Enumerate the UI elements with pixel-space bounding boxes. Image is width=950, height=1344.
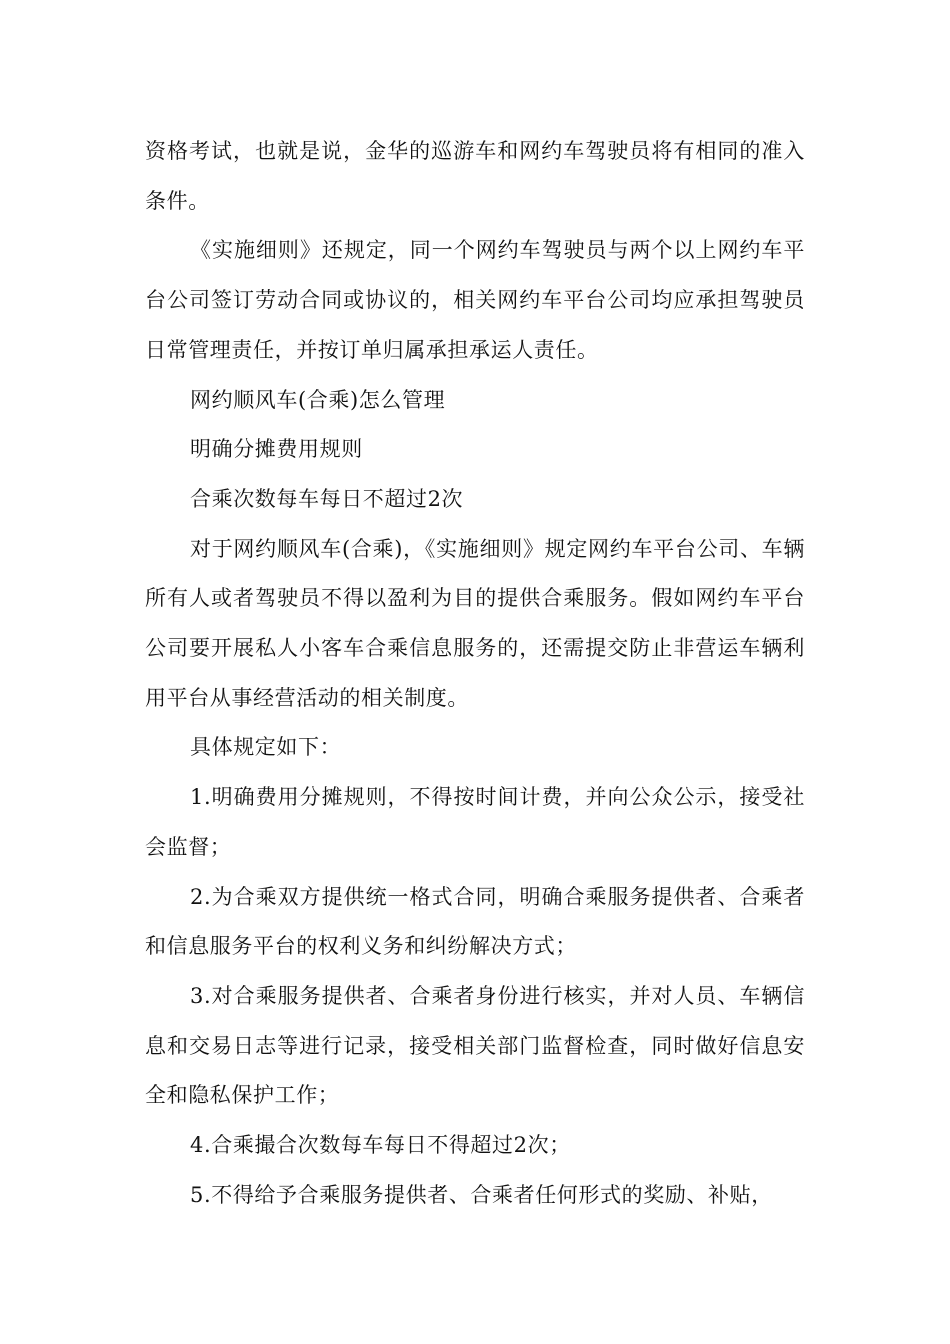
document-page — [145, 127, 805, 1220]
paragraph-rules-intro: 具体规定如下： — [190, 735, 342, 760]
list-item-2: 2.为合乘双方提供统一格式合同，明确合乘服务提供者、合乘者和信息服务平台的权利义务和纠纷解决方式； — [145, 884, 805, 959]
list-item-5: 5.不得给予合乘服务提供者、合乘者任何形式的奖励、补贴， — [190, 1182, 773, 1207]
subheading-cost-sharing: 明确分摊费用规则 — [190, 437, 363, 462]
list-item-3: 3.对合乘服务提供者、合乘者身份进行核实，并对人员、车辆信息和交易日志等进行记录，接受相关部门监督检查，同时做好信息安全和隐私保护工作； — [145, 983, 805, 1108]
list-item-1: 1.明确费用分摊规则，不得按时间计费，并向公众公示，接受社会监督； — [145, 785, 805, 859]
paragraph-dual-platform-rule: 《实施细则》还规定，同一个网约车驾驶员与两个以上网约车平台公司签订劳动合同或协议的，相关网约车平台公司均应承担驾驶员日常管理责任，并按订单归属承担承运人责任。 — [145, 238, 805, 362]
paragraph-continuation: 资格考试，也就是说，金华的巡游车和网约车驾驶员将有相同的准入条件。 — [145, 139, 805, 213]
section-heading-carpool-management: 网约顺风车(合乘)怎么管理 — [190, 387, 446, 412]
paragraph-carpool-rules: 对于网约顺风车(合乘)，《实施细则》规定网约车平台公司、车辆所有人或者驾驶员不得以盈利为目的提供合乘服务。假如网约车平台公司要开展私人小客车合乘信息服务的，还需提交防止非营运车辆利用平台从事经营活动的相关制度。 — [145, 536, 805, 710]
subheading-carpool-limit: 合乘次数每车每日不超过2次 — [190, 486, 464, 511]
list-item-4: 4.合乘撮合次数每车每日不得超过2次； — [190, 1133, 571, 1158]
